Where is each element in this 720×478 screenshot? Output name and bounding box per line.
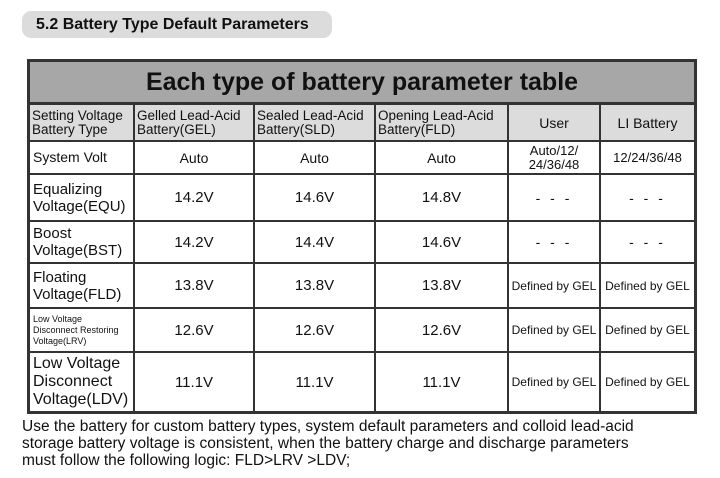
cell-sld: 13.8V xyxy=(254,263,375,308)
cell-li: Defined by GEL xyxy=(600,308,694,352)
usage-note: Use the battery for custom battery types, system default parameters and colloid lead-acid storage battery voltage is consistent, when the battery charge and discharge parameters must follow the following logic: FLD>LRV >LDV; xyxy=(22,418,634,469)
cell-sld: Auto xyxy=(254,141,375,174)
cell-fld: 13.8V xyxy=(375,263,508,308)
cell-sld: 11.1V xyxy=(254,352,375,411)
cell-li: 12/24/36/48 xyxy=(600,141,694,174)
cell-li: - - - xyxy=(600,174,694,221)
table-row xyxy=(30,221,694,263)
table-row xyxy=(30,352,694,411)
header-gel: Gelled Lead-Acid Battery(GEL) xyxy=(134,105,254,141)
section-title: 5.2 Battery Type Default Parameters xyxy=(22,11,332,38)
cell-gel: 11.1V xyxy=(134,352,254,411)
cell-user: - - - xyxy=(508,221,600,263)
row-label-flt: Floating Voltage(FLD) xyxy=(30,263,134,308)
cell-gel: Auto xyxy=(134,141,254,174)
row-label-bst: Boost Voltage(BST) xyxy=(30,221,134,263)
header-fld: Opening Lead-Acid Battery(FLD) xyxy=(375,105,508,141)
row-label-equ: Equalizing Voltage(EQU) xyxy=(30,174,134,221)
cell-fld: 14.8V xyxy=(375,174,508,221)
cell-fld: 12.6V xyxy=(375,308,508,352)
header-li: LI Battery xyxy=(600,105,694,141)
cell-user: Auto/12/ 24/36/48 xyxy=(508,141,600,174)
cell-fld: Auto xyxy=(375,141,508,174)
row-label-ldv: Low Voltage Disconnect Voltage(LDV) xyxy=(30,352,134,411)
cell-li: Defined by GEL xyxy=(600,263,694,308)
table-row xyxy=(30,141,694,174)
cell-li: - - - xyxy=(600,221,694,263)
cell-user: Defined by GEL xyxy=(508,352,600,411)
cell-sld: 14.6V xyxy=(254,174,375,221)
cell-user: Defined by GEL xyxy=(508,263,600,308)
parameter-grid xyxy=(30,105,694,411)
cell-fld: 14.6V xyxy=(375,221,508,263)
cell-user: Defined by GEL xyxy=(508,308,600,352)
table-row xyxy=(30,308,694,352)
battery-parameter-table xyxy=(27,59,697,414)
cell-fld: 11.1V xyxy=(375,352,508,411)
cell-gel: 14.2V xyxy=(134,221,254,263)
cell-sld: 14.4V xyxy=(254,221,375,263)
cell-user: - - - xyxy=(508,174,600,221)
table-title: Each type of battery parameter table xyxy=(30,62,694,105)
row-label-lrv: Low Voltage Disconnect Restoring Voltage(LRV) xyxy=(30,308,134,352)
header-sld: Sealed Lead-Acid Battery(SLD) xyxy=(254,105,375,141)
table-row xyxy=(30,263,694,308)
cell-gel: 13.8V xyxy=(134,263,254,308)
header-setting-voltage: Setting Voltage Battery Type xyxy=(30,105,134,141)
cell-gel: 14.2V xyxy=(134,174,254,221)
table-row xyxy=(30,174,694,221)
row-label-system-volt: System Volt xyxy=(30,141,134,174)
header-row xyxy=(30,105,694,141)
cell-li: Defined by GEL xyxy=(600,352,694,411)
cell-gel: 12.6V xyxy=(134,308,254,352)
cell-sld: 12.6V xyxy=(254,308,375,352)
header-user: User xyxy=(508,105,600,141)
